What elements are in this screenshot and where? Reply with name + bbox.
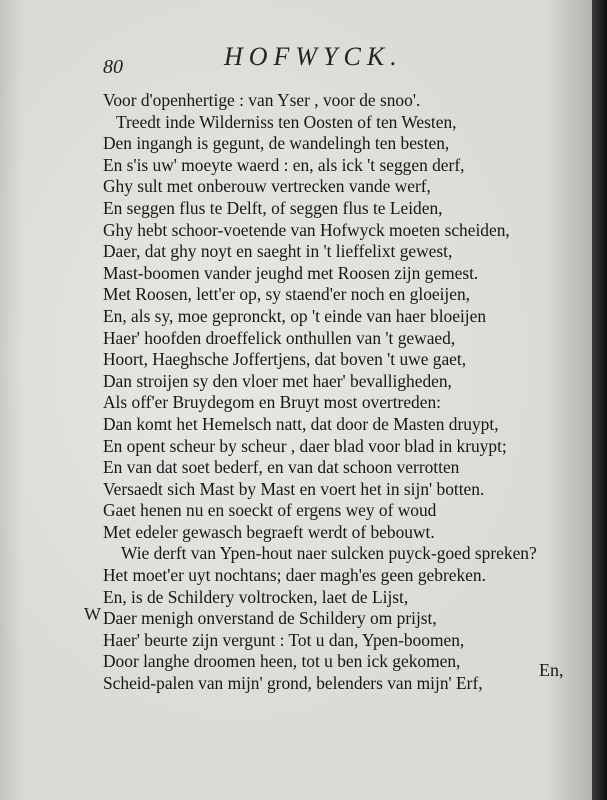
poem-line: Dan stroijen sy den vloer met haer' bevalligheden,	[103, 370, 452, 391]
page-number: 80	[103, 56, 123, 78]
poem-line: Hoort, Haeghsche Joffertjens, dat boven 't uwe gaet,	[103, 349, 467, 370]
poem-line: Met edeler gewasch begraeft werdt of bebouwt.	[103, 521, 435, 542]
poem-line: Als off'er Bruydegom en Bruyt most overtreden:	[103, 392, 441, 413]
poem-line: Voor d'openhertige : van Yser , voor de snoo'.	[103, 90, 421, 110]
poem-line: Scheid-palen van mijn' grond, belenders van mijn' Erf,	[103, 673, 483, 694]
poem-line: Gaet henen nu en soeckt of ergens wey of woud	[103, 500, 437, 521]
poem-line: Versaedt sich Mast by Mast en voert het in sijn' botten.	[103, 478, 485, 499]
poem-line: En s'is uw' moeyte waerd : en, als ick 't seggen derf,	[103, 154, 465, 175]
poem-line: Den ingangh is gegunt, de wandelingh ten besten,	[103, 133, 450, 154]
poem-line: Daer, dat ghy noyt en saeght in 't lieffelixt gewest,	[103, 241, 453, 262]
poem-line: Het moet'er uyt nochtans; daer magh'es geen gebreken.	[103, 565, 486, 586]
poem-line: En van dat soet bederf, en van dat schoon verrotten	[103, 457, 460, 478]
poem-line: En opent scheur by scheur , daer blad voor blad in kruypt;	[103, 435, 507, 456]
margin-note: W	[84, 604, 101, 624]
poem-line: Ghy hebt schoor-voetende van Hofwyck moeten scheiden,	[103, 219, 510, 240]
poem-line: Ghy sult met onberouw vertrecken vande werf,	[103, 176, 431, 197]
poem-line: Met Roosen, lett'er op, sy staend'er noch en gloeijen,	[103, 284, 471, 305]
poem-text	[103, 90, 583, 695]
poem-line: Dan komt het Hemelsch natt, dat door de Masten druypt,	[103, 413, 499, 434]
running-title: HOFWYCK.	[224, 42, 403, 71]
poem-line: En, is de Schildery voltrocken, laet de Lijst,	[103, 586, 409, 607]
poem-line: Haer' beurte zijn vergunt : Tot u dan, Ypen-boomen,	[103, 629, 465, 650]
poem-line: En seggen flus te Delft, of seggen flus te Leiden,	[103, 197, 443, 218]
poem-line: Door langhe droomen heen, tot u ben ick gekomen,	[103, 651, 461, 672]
poem-line: Haer' hoofden droeffelick onthullen van 't gewaed,	[103, 327, 456, 348]
poem-line: En, als sy, moe gepronckt, op 't einde van haer bloeijen	[103, 305, 487, 326]
poem-line: Treedt inde Wilderniss ten Oosten of ten Westen,	[116, 111, 457, 132]
catchword: En,	[539, 660, 564, 680]
page-edge-shadow	[592, 0, 607, 800]
poem-line: Mast-boomen vander jeughd met Roosen zijn gemest.	[103, 262, 479, 283]
poem-line: Wie derft van Ypen-hout naer sulcken puyck-goed spreken?	[121, 543, 537, 564]
poem-line: Daer menigh onverstand de Schildery om prijst,	[103, 608, 437, 629]
